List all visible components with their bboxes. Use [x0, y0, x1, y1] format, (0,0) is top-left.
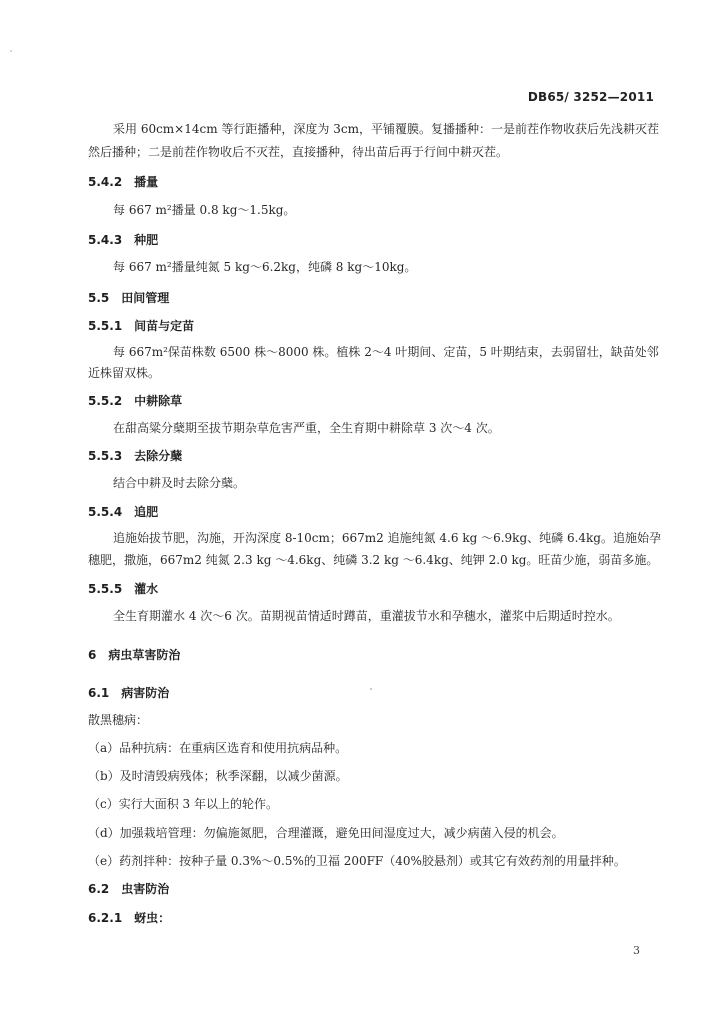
heading-number: 6.2	[88, 882, 110, 896]
heading-number: 5.5.2	[88, 394, 123, 408]
heading-number: 6	[88, 648, 97, 662]
paragraph-tiller-removal: 结合中耕及时去除分蘖。	[113, 476, 246, 490]
heading-title: 中耕除草	[134, 394, 183, 408]
heading-number: 6.2.1	[88, 911, 123, 925]
heading-6-1	[88, 684, 169, 701]
heading-5-5	[88, 289, 169, 306]
heading-number: 5.5	[88, 291, 110, 305]
heading-number: 5.4.2	[88, 175, 123, 189]
list-item-e: （e）药剂拌种：按种子量 0.3%～0.5%的卫福 200FF（40%胶悬剂）或其它有效药剂的用量拌种。	[88, 854, 626, 868]
heading-title: 去除分蘖	[134, 449, 183, 463]
standard-code: DB65/ 3252—2011	[527, 90, 654, 104]
paragraph-seeding-rate: 每 667 m²播量 0.8 kg～1.5kg。	[113, 203, 296, 217]
heading-title: 间苗与定苗	[134, 319, 195, 333]
list-item-d: （d）加强栽培管理：勿偏施氮肥，合理灌溉，避免田间湿度过大，减少病菌入侵的机会。	[88, 826, 564, 840]
heading-6-2-1	[88, 909, 170, 926]
heading-5-5-3	[88, 447, 182, 464]
paragraph-sowing-line1: 采用 60cm×14cm 等行距播种，深度为 3cm，平铺覆膜。复播播种：一是前茬作物收获后先浅耕灭茬	[113, 122, 659, 136]
heading-5-4-2	[88, 173, 158, 190]
heading-5-5-4	[88, 503, 158, 520]
heading-5-5-5	[88, 580, 158, 597]
heading-title: 病虫草害防治	[108, 648, 181, 662]
list-item-b: （b）及时清毁病残体；秋季深翻，以减少菌源。	[88, 769, 348, 783]
paragraph-sowing-line2: 然后播种；二是前茬作物收后不灭茬，直接播种，待出苗后再于行间中耕灭茬。	[88, 145, 509, 159]
heading-5-4-3	[88, 231, 158, 248]
heading-number: 5.5.5	[88, 582, 123, 596]
heading-title: 蚜虫：	[134, 911, 171, 925]
heading-6-2	[88, 880, 169, 897]
heading-title: 虫害防治	[121, 882, 170, 896]
scan-speck	[10, 50, 12, 52]
heading-title: 灌水	[134, 582, 159, 596]
heading-5-5-1	[88, 317, 194, 334]
paragraph-topdressing-line2: 穗肥，撒施，667m2 纯氮 2.3 kg ～4.6kg、纯磷 3.2 kg ～6.4kg、纯钾 2.0 kg。旺苗少施，弱苗多施。	[88, 553, 659, 567]
paragraph-thinning-line2: 近株留双株。	[88, 366, 161, 380]
heading-number: 5.5.3	[88, 449, 123, 463]
paragraph-thinning-line1: 每 667m²保苗株数 6500 株～8000 株。植株 2～4 叶期间、定苗，5 叶期结束，去弱留壮，缺苗处邻	[113, 345, 659, 359]
heading-6	[88, 646, 180, 663]
heading-title: 追肥	[134, 505, 159, 519]
scan-speck	[370, 688, 372, 690]
paragraph-smut-intro: 散黑穗病：	[88, 713, 149, 727]
heading-5-5-2	[88, 392, 182, 409]
heading-number: 6.1	[88, 686, 110, 700]
paragraph-topdressing-line1: 追施始拔节肥，沟施，开沟深度 8-10cm；667m2 追施纯氮 4.6 kg ～6.9kg、纯磷 6.4kg。追施始孕	[113, 531, 661, 545]
paragraph-seed-fertilizer: 每 667 m²播量纯氮 5 kg～6.2kg，纯磷 8 kg～10kg。	[113, 260, 417, 274]
heading-title: 播量	[134, 175, 159, 189]
heading-number: 5.4.3	[88, 233, 123, 247]
heading-number: 5.5.4	[88, 505, 123, 519]
list-item-c: （c）实行大面积 3 年以上的轮作。	[88, 797, 278, 811]
heading-title: 种肥	[134, 233, 159, 247]
paragraph-weeding: 在甜高粱分蘖期至拔节期杂草危害严重，全生育期中耕除草 3 次～4 次。	[113, 421, 500, 435]
list-item-a: （a）品种抗病：在重病区选育和使用抗病品种。	[88, 741, 348, 755]
paragraph-irrigation: 全生育期灌水 4 次～6 次。苗期视苗情适时蹲苗，重灌拔节水和孕穗水，灌浆中后期适时控水。	[113, 609, 620, 623]
heading-title: 田间管理	[121, 291, 170, 305]
page-number: 3	[633, 944, 640, 957]
heading-number: 5.5.1	[88, 319, 123, 333]
heading-title: 病害防治	[121, 686, 170, 700]
